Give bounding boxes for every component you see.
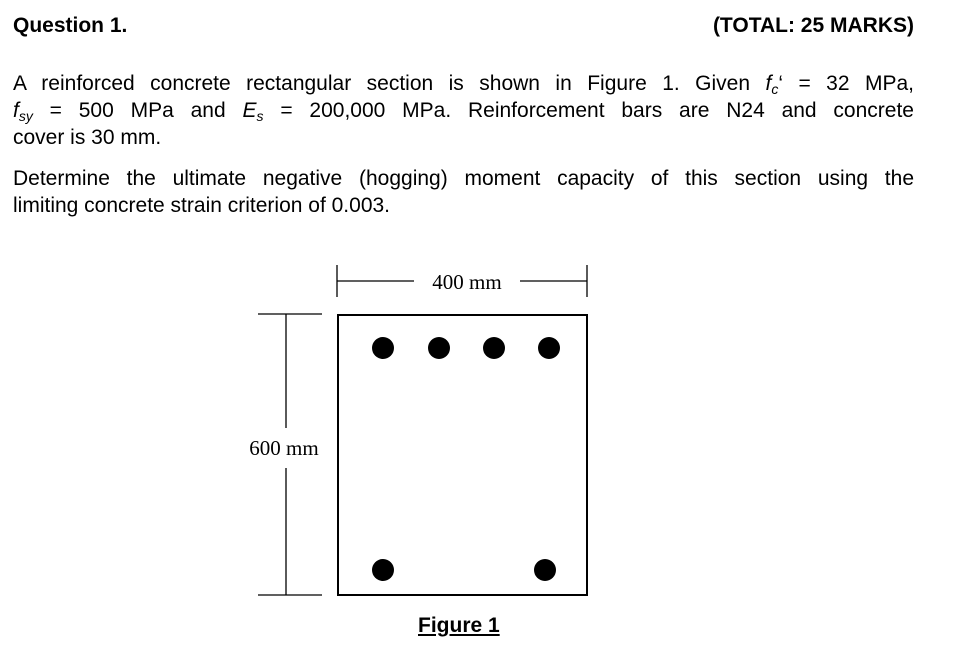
top-rebar-circle xyxy=(483,337,505,359)
bottom-rebar-circle xyxy=(372,559,394,581)
fsy-subscript: sy xyxy=(18,108,33,124)
fc-subscript: c xyxy=(771,81,779,97)
total-marks: (TOTAL: 25 MARKS) xyxy=(712,14,914,37)
paragraph2-line1: Determine the ultimate negative (hogging) moment capacity of this section using the xyxy=(13,167,914,190)
height-label: 600 mm xyxy=(249,436,319,460)
figure-caption: Figure 1 xyxy=(418,614,500,637)
width-label: 400 mm xyxy=(432,270,502,294)
text-segment: = 200,000 MPa. Reinforcement bars are N24 and concrete xyxy=(263,99,914,122)
top-rebar-circle xyxy=(428,337,450,359)
height-dimension xyxy=(249,314,322,595)
top-rebar-circle xyxy=(538,337,560,359)
text-segment: = 500 MPa and xyxy=(32,99,243,122)
top-reinforcement xyxy=(372,337,560,359)
fc-prime: ‘ xyxy=(778,72,783,95)
es-symbol: E xyxy=(242,99,257,122)
fsy-symbol: f xyxy=(13,99,19,122)
top-rebar-circle xyxy=(372,337,394,359)
paragraph1-line3: cover is 30 mm. xyxy=(13,126,162,149)
text-segment: = 32 MPa, xyxy=(783,72,914,95)
fc-symbol: f xyxy=(765,72,772,95)
bottom-reinforcement xyxy=(372,559,556,581)
width-dimension xyxy=(337,265,587,297)
question-title: Question 1. xyxy=(13,14,128,37)
paragraph2-line2: limiting concrete strain criterion of 0.003. xyxy=(13,194,391,217)
bottom-rebar-circle xyxy=(534,559,556,581)
es-subscript: s xyxy=(256,108,264,124)
text-segment: A reinforced concrete rectangular section is shown in Figure 1. Given xyxy=(13,72,766,95)
